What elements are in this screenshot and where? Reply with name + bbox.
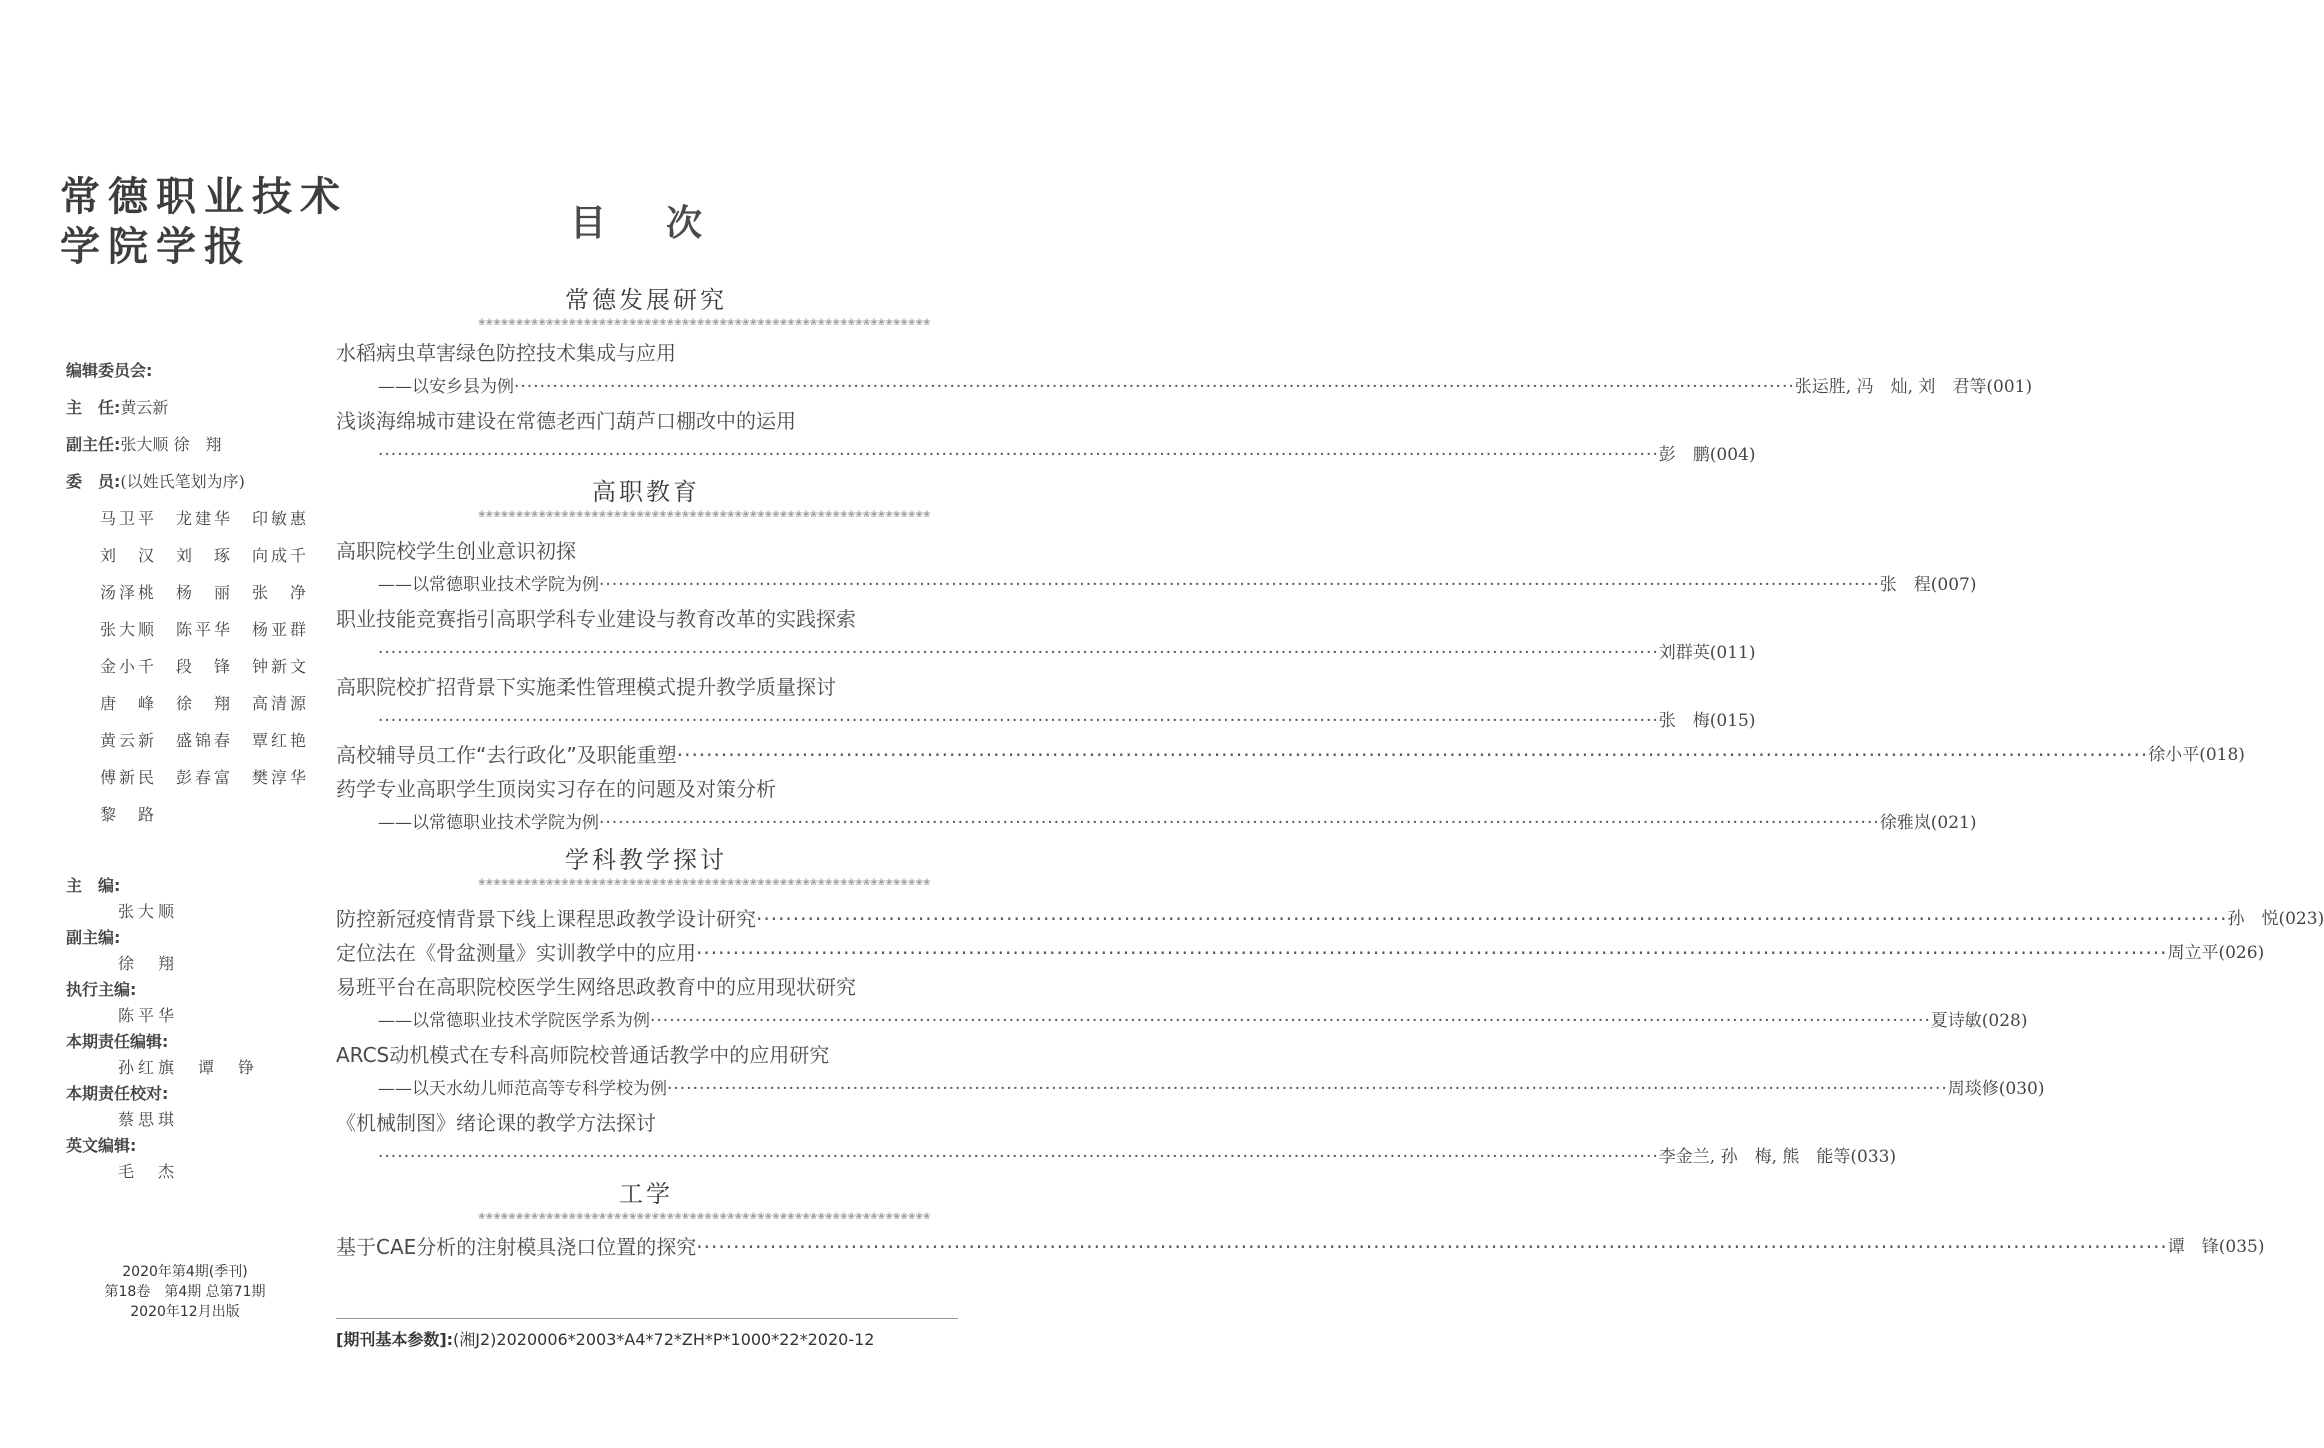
entry-author: 彭 鹏 — [1658, 445, 1710, 465]
director-name: 黄云新 — [120, 398, 169, 417]
toc-entry[interactable] — [336, 1230, 2265, 1264]
toc-entry-byline — [336, 1004, 2028, 1038]
section-heading: 常德发展研究 — [565, 286, 727, 314]
editor-name: 孙红旗 谭 铮 — [118, 1058, 259, 1077]
leader-dots: ········································································································································································································ — [514, 377, 1795, 397]
journal-title-line1: 常德职业技术 — [60, 174, 348, 220]
editors-list — [66, 873, 258, 1185]
entry-author: 李金兰, 孙 梅, 熊 能等 — [1658, 1147, 1851, 1167]
editor-role: 本期责任校对: — [66, 1084, 169, 1103]
leader-dots: ········································································································································································································ — [756, 907, 2228, 931]
entry-author: 张运胜, 冯 灿, 刘 君等 — [1794, 377, 1987, 397]
editor-role: 主 编: — [66, 876, 121, 895]
journal-title-line2: 学院学报 — [60, 224, 252, 270]
entry-author: 徐雅岚 — [1879, 813, 1931, 833]
director-label: 主 任: — [66, 398, 121, 417]
vice-director-label: 副主任: — [66, 435, 121, 454]
section-divider: ❀❀❀❀❀❀❀❀❀❀❀❀❀❀❀❀❀❀❀❀❀❀❀❀❀❀❀❀❀❀❀❀❀❀❀❀❀❀❀❀❀❀❀❀❀❀❀❀❀❀❀❀❀❀❀❀❀❀❀❀ — [478, 510, 931, 520]
editor-role: 执行主编: — [66, 980, 137, 999]
params-value: (湘J2)2020006*2003*A4*72*ZH*P*1000*22*2020-12 — [453, 1330, 875, 1349]
editor-role: 副主编: — [66, 928, 121, 947]
entry-author: 孙 悦 — [2227, 909, 2279, 929]
leader-dots: ········································································································································································································ — [676, 743, 2149, 767]
entry-title: 防控新冠疫情背景下线上课程思政教学设计研究 — [336, 907, 756, 931]
entry-author: 谭 锋 — [2167, 1237, 2219, 1257]
toc-entry-title[interactable]: 高职院校学生创业意识初探 — [336, 539, 576, 563]
entry-author: 周琰修 — [1947, 1079, 1999, 1099]
entry-page: (007) — [1930, 575, 1977, 595]
toc-entry-byline — [336, 704, 1756, 738]
committee-member-row: 傅新民 彭春富 樊淳华 — [100, 768, 310, 787]
toc-entry-byline — [336, 806, 1977, 840]
committee-member-row: 黄云新 盛锦春 覃红艳 — [100, 731, 310, 750]
issue-line3: 2020年12月出版 — [130, 1304, 240, 1320]
members-note: (以姓氏笔划为序) — [120, 472, 245, 491]
entry-subtitle: ——以常德职业技术学院为例 — [378, 575, 599, 595]
entry-page: (015) — [1709, 711, 1756, 731]
leader-dots: ········································································································································································································ — [696, 941, 2168, 965]
toc-title: 目次 — [570, 203, 763, 244]
editor-name: 徐 翔 — [118, 954, 179, 973]
toc-entry[interactable] — [336, 902, 2324, 936]
section-heading: 高职教育 — [592, 478, 700, 506]
committee-member-row: 马卫平 龙建华 印敏惠 — [100, 509, 310, 528]
entry-author: 刘群英 — [1658, 643, 1710, 663]
entry-page: (033) — [1850, 1147, 1897, 1167]
entry-author: 张 梅 — [1658, 711, 1710, 731]
toc-entry-byline — [336, 568, 1977, 602]
committee-member-row: 张大顺 陈平华 杨亚群 — [100, 620, 310, 639]
entry-subtitle: ——以常德职业技术学院为例 — [378, 813, 599, 833]
journal-params — [336, 1318, 958, 1350]
entry-author: 周立平 — [2167, 943, 2219, 963]
leader-dots: ········································································································································································································ — [378, 643, 1659, 663]
leader-dots: ········································································································································································································ — [378, 1147, 1659, 1167]
toc-entry-title[interactable]: ARCS动机模式在专科高师院校普通话教学中的应用研究 — [336, 1043, 830, 1067]
toc-entry[interactable] — [336, 738, 2245, 772]
toc-entry-title[interactable]: 高职院校扩招背景下实施柔性管理模式提升教学质量探讨 — [336, 675, 836, 699]
entry-author: 徐小平 — [2148, 745, 2200, 765]
journal-title — [60, 172, 348, 272]
toc-entry-title[interactable]: 药学专业高职学生顶岗实习存在的问题及对策分析 — [336, 777, 776, 801]
entry-page: (018) — [2199, 745, 2245, 765]
toc-entry-byline — [336, 636, 1756, 670]
issue-line1: 2020年第4期(季刊) — [122, 1264, 248, 1280]
editor-name: 陈平华 — [118, 1006, 179, 1025]
entry-page: (028) — [1981, 1011, 2028, 1031]
toc-entry-title[interactable]: 水稻病虫草害绿色防控技术集成与应用 — [336, 341, 676, 365]
toc-entry-byline — [336, 1140, 1897, 1174]
committee-member-row: 汤泽桃 杨 丽 张 净 — [100, 583, 310, 602]
issue-info — [60, 1262, 310, 1322]
entry-author: 夏诗敏 — [1930, 1011, 1982, 1031]
editor-name: 毛 杰 — [118, 1162, 179, 1181]
toc-entry-title[interactable]: 职业技能竞赛指引高职学科专业建设与教育改革的实践探索 — [336, 607, 856, 631]
entry-page: (004) — [1709, 445, 1756, 465]
leader-dots: ········································································································································································································ — [667, 1079, 1948, 1099]
entry-author: 张 程 — [1879, 575, 1931, 595]
editor-role: 英文编辑: — [66, 1136, 137, 1155]
section-heading: 学科教学探讨 — [565, 846, 727, 874]
members-list — [66, 500, 309, 833]
committee-member-row: 黎 路 — [100, 805, 158, 824]
toc-entry-title[interactable]: 浅谈海绵城市建设在常德老西门葫芦口棚改中的运用 — [336, 409, 796, 433]
toc-entry-byline — [336, 438, 1756, 472]
section-divider: ❀❀❀❀❀❀❀❀❀❀❀❀❀❀❀❀❀❀❀❀❀❀❀❀❀❀❀❀❀❀❀❀❀❀❀❀❀❀❀❀❀❀❀❀❀❀❀❀❀❀❀❀❀❀❀❀❀❀❀❀ — [478, 318, 931, 328]
leader-dots: ········································································································································································································ — [650, 1011, 1931, 1031]
editor-name: 蔡思琪 — [118, 1110, 179, 1129]
entry-page: (030) — [1998, 1079, 2045, 1099]
committee-member-row: 刘 汉 刘 琢 向成千 — [100, 546, 310, 565]
section-heading: 工学 — [619, 1180, 673, 1208]
entry-page: (023) — [2278, 909, 2324, 929]
entry-title: 高校辅导员工作“去行政化”及职能重塑 — [336, 743, 677, 767]
committee-member-row: 唐 峰 徐 翔 高清源 — [100, 694, 310, 713]
leader-dots: ········································································································································································································ — [696, 1235, 2168, 1259]
committee-heading: 编辑委员会: — [66, 361, 153, 380]
toc-entry-byline — [336, 1072, 2045, 1106]
toc-entry-title[interactable]: 易班平台在高职院校医学生网络思政教育中的应用现状研究 — [336, 975, 856, 999]
entry-page: (011) — [1709, 643, 1756, 663]
leader-dots: ········································································································································································································ — [378, 445, 1659, 465]
members-label: 委 员: — [66, 472, 121, 491]
leader-dots: ········································································································································································································ — [599, 575, 1880, 595]
committee-member-row: 金小千 段 锋 钟新文 — [100, 657, 310, 676]
section-divider: ❀❀❀❀❀❀❀❀❀❀❀❀❀❀❀❀❀❀❀❀❀❀❀❀❀❀❀❀❀❀❀❀❀❀❀❀❀❀❀❀❀❀❀❀❀❀❀❀❀❀❀❀❀❀❀❀❀❀❀❀ — [478, 878, 931, 888]
entry-title: 基于CAE分析的注射模具浇口位置的探究 — [336, 1235, 697, 1259]
entry-page: (001) — [1986, 377, 2033, 397]
leader-dots: ········································································································································································································ — [378, 711, 1659, 731]
vice-director-names: 张大顺 徐 翔 — [120, 435, 222, 454]
toc-entry-title[interactable]: 《机械制图》绪论课的教学方法探讨 — [336, 1111, 656, 1135]
entry-subtitle: ——以天水幼儿师范高等专科学校为例 — [378, 1079, 667, 1099]
entry-page: (021) — [1930, 813, 1977, 833]
section-divider: ❀❀❀❀❀❀❀❀❀❀❀❀❀❀❀❀❀❀❀❀❀❀❀❀❀❀❀❀❀❀❀❀❀❀❀❀❀❀❀❀❀❀❀❀❀❀❀❀❀❀❀❀❀❀❀❀❀❀❀❀ — [478, 1212, 931, 1222]
entry-title: 定位法在《骨盆测量》实训教学中的应用 — [336, 941, 696, 965]
entry-page: (035) — [2218, 1237, 2265, 1257]
editorial-committee — [66, 352, 309, 833]
toc-entry[interactable] — [336, 936, 2265, 970]
toc-entry-byline — [336, 370, 2033, 404]
editor-role: 本期责任编辑: — [66, 1032, 169, 1051]
leader-dots: ········································································································································································································ — [599, 813, 1880, 833]
entry-page: (026) — [2218, 943, 2265, 963]
entry-subtitle: ——以常德职业技术学院医学系为例 — [378, 1011, 650, 1031]
issue-line2: 第18卷 第4期 总第71期 — [104, 1284, 266, 1300]
entry-subtitle: ——以安乡县为例 — [378, 377, 514, 397]
editor-name: 张大顺 — [118, 902, 179, 921]
table-of-contents — [336, 280, 2324, 1264]
params-label: [期刊基本参数]: — [336, 1330, 454, 1349]
